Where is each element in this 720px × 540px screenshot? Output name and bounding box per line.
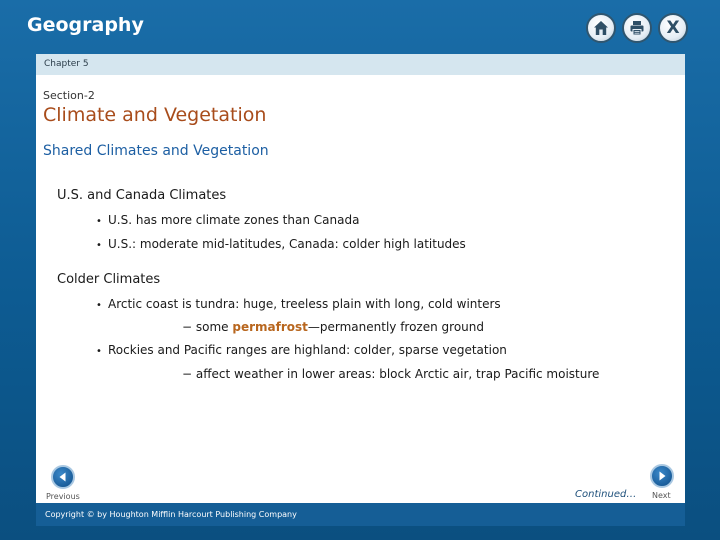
- list-item: [96, 297, 501, 311]
- list-item: [96, 237, 466, 251]
- list-item-text: Arctic coast is tundra: huge, treeless plain with long, cold winters: [108, 297, 501, 311]
- copyright-bar: [36, 503, 685, 526]
- print-button[interactable]: [622, 13, 652, 43]
- close-icon: X: [666, 17, 680, 38]
- previous-button[interactable]: [51, 465, 75, 489]
- sub-item-suffix: —permanently frozen ground: [307, 320, 484, 334]
- slide-subtitle: Shared Climates and Vegetation: [43, 143, 269, 159]
- slide-content: [36, 75, 685, 503]
- arrow-left-icon: [57, 471, 69, 483]
- sub-item-prefix: − some: [182, 320, 233, 334]
- section-label: Section-2: [43, 89, 95, 102]
- previous-label[interactable]: Previous: [46, 492, 80, 501]
- block-heading: U.S. and Canada Climates: [57, 188, 227, 203]
- next-button[interactable]: [650, 464, 674, 488]
- highlight-term: permafrost: [232, 320, 308, 334]
- sub-item: − affect weather in lower areas: block Arctic air, trap Pacific moisture: [182, 367, 600, 381]
- list-item-text: U.S.: moderate mid-latitudes, Canada: colder high latitudes: [108, 237, 466, 251]
- bullet-glyph: •: [96, 216, 102, 227]
- chapter-label: Chapter 5: [44, 59, 89, 69]
- bullet-glyph: •: [96, 300, 102, 311]
- close-button[interactable]: [658, 13, 688, 43]
- home-icon: [592, 19, 610, 37]
- next-label[interactable]: Next: [652, 491, 671, 500]
- section-title: Climate and Vegetation: [43, 104, 267, 126]
- chapter-bar: [36, 54, 685, 75]
- app-title: Geography: [27, 14, 144, 36]
- home-button[interactable]: [586, 13, 616, 43]
- continued-label: Continued…: [575, 489, 637, 500]
- sub-item: [182, 320, 484, 334]
- arrow-right-icon: [656, 470, 668, 482]
- list-item-text: U.S. has more climate zones than Canada: [108, 213, 360, 227]
- list-item-text: Rockies and Pacific ranges are highland: colder, sparse vegetation: [108, 343, 507, 357]
- list-item: [96, 343, 507, 357]
- top-toolbar: [586, 13, 688, 43]
- print-icon: [628, 19, 646, 37]
- bullet-glyph: •: [96, 240, 102, 251]
- bullet-glyph: •: [96, 346, 102, 357]
- list-item: [96, 213, 359, 227]
- copyright-text: Copyright © by Houghton Mifflin Harcourt Publishing Company: [45, 510, 297, 519]
- block-heading: Colder Climates: [57, 272, 161, 287]
